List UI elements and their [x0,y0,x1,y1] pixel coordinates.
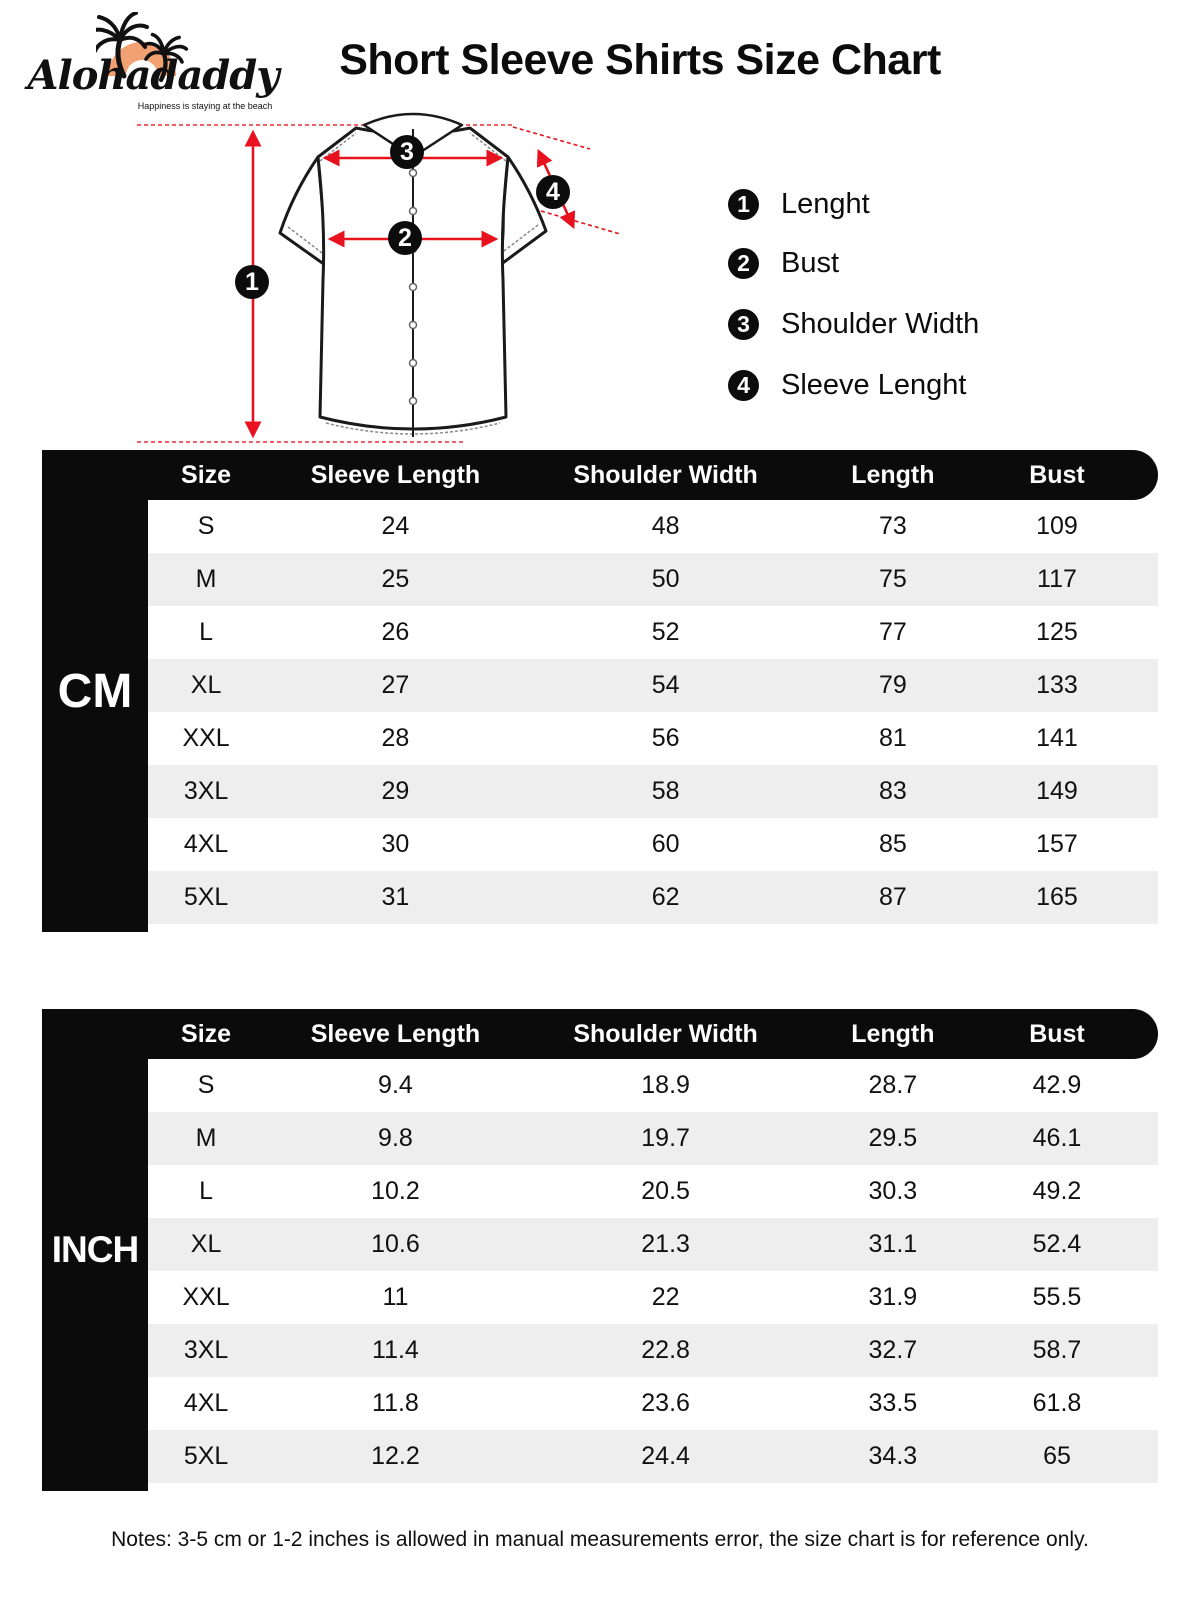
shirt-diagram [130,95,630,455]
column-header: Bust [1029,460,1085,489]
value-cell: 12.2 [371,1442,420,1470]
value-cell: 87 [878,883,907,911]
column-header: Bust [1029,1019,1085,1048]
brand-tagline: Happiness is staying at the beach [137,101,273,111]
value-cell: 56 [651,724,680,752]
value-cell: 29 [381,777,410,805]
column-header: Shoulder Width [573,1019,758,1048]
value-cell: 58 [651,777,680,805]
value-cell: 31.9 [868,1283,918,1311]
value-cell: 117 [1037,565,1077,593]
value-cell: 52 [651,618,680,646]
value-cell: 29.5 [868,1124,918,1152]
table-row [148,1324,1158,1377]
value-cell: 141 [1036,724,1078,752]
size-cell: S [197,1071,215,1099]
value-cell: 21.3 [641,1230,690,1258]
value-cell: 28 [381,724,410,752]
table-body [148,1059,1158,1483]
size-cell: 3XL [183,1336,229,1364]
value-cell: 25 [381,565,410,593]
value-cell: 11.4 [372,1336,419,1364]
value-cell: 34.3 [868,1442,918,1470]
table-row [148,1218,1158,1271]
value-cell: 11 [382,1283,409,1311]
size-cell: 5XL [183,883,229,911]
value-cell: 61.8 [1032,1389,1082,1417]
value-cell: 48 [651,512,680,540]
value-cell: 58.7 [1032,1336,1082,1364]
value-cell: 18.9 [641,1071,690,1099]
legend-item-shoulder-width [728,308,979,340]
value-cell: 54 [651,671,680,699]
legend-label: Bust [781,246,840,279]
column-header: Shoulder Width [573,460,758,489]
value-cell: 42.9 [1032,1071,1082,1099]
size-cell: XXL [182,724,230,752]
legend-item-bust [728,247,839,279]
size-cell: XL [190,671,222,699]
legend-label: Lenght [781,187,870,220]
unit-bar [42,450,148,932]
value-cell: 125 [1036,618,1078,646]
column-header: Length [851,460,935,489]
value-cell: 24 [381,512,410,540]
legend-item-length [728,188,870,220]
legend-label: Sleeve Lenght [781,368,967,401]
table-row [148,659,1158,712]
table-row [148,606,1158,659]
size-cell: L [199,618,214,646]
legend-label: Shoulder Width [781,307,980,340]
value-cell: 10.6 [371,1230,420,1258]
value-cell: 9.4 [378,1071,413,1099]
legend-number-badge: 2 [728,248,759,279]
value-cell: 30.3 [868,1177,918,1205]
size-cell: 4XL [183,830,229,858]
table-row [148,1059,1158,1112]
value-cell: 65 [1043,1442,1071,1470]
size-table-inch [42,1009,1158,1491]
legend-item-sleeve-length [728,369,966,401]
value-cell: 22.8 [641,1336,690,1364]
column-header: Size [181,1019,232,1048]
value-cell: 33.5 [868,1389,918,1417]
value-cell: 77 [878,618,907,646]
table-row [148,712,1158,765]
marker-bust: 2 [388,221,422,255]
value-cell: 50 [651,565,680,593]
table-row [148,1165,1158,1218]
value-cell: 27 [381,671,410,699]
table-row [148,871,1158,924]
column-header: Length [851,1019,935,1048]
value-cell: 46.1 [1032,1124,1082,1152]
value-cell: 75 [878,565,907,593]
value-cell: 22 [651,1283,680,1311]
value-cell: 165 [1036,883,1078,911]
table-row [148,1430,1158,1483]
value-cell: 31.1 [868,1230,918,1258]
value-cell: 19.7 [641,1124,690,1152]
value-cell: 49.2 [1032,1177,1082,1205]
value-cell: 31 [381,883,410,911]
brand-name: Alohadaddy [27,52,279,99]
table-row [148,1271,1158,1324]
size-cell: 3XL [183,777,229,805]
size-cell: M [195,1124,217,1152]
table-header-row [42,450,1158,500]
value-cell: 9.8 [378,1124,413,1152]
value-cell: 62 [651,883,680,911]
value-cell: 73 [878,512,907,540]
legend-number-badge: 3 [728,309,759,340]
value-cell: 28.7 [868,1071,918,1099]
size-cell: L [199,1177,214,1205]
size-cell: S [197,512,215,540]
value-cell: 81 [878,724,907,752]
value-cell: 20.5 [641,1177,690,1205]
value-cell: 149 [1036,777,1078,805]
value-cell: 55.5 [1032,1283,1082,1311]
unit-label: CM [57,664,133,718]
page-title: Short Sleeve Shirts Size Chart [339,36,941,84]
size-cell: 5XL [183,1442,229,1470]
value-cell: 23.6 [641,1389,690,1417]
value-cell: 157 [1036,830,1078,858]
value-cell: 52.4 [1032,1230,1082,1258]
table-header-row [42,1009,1158,1059]
table-row [148,818,1158,871]
value-cell: 83 [878,777,907,805]
table-row [148,1112,1158,1165]
column-header: Size [181,460,232,489]
column-header: Sleeve Length [310,460,481,489]
value-cell: 30 [381,830,410,858]
value-cell: 109 [1036,512,1078,540]
value-cell: 10.2 [371,1177,420,1205]
unit-label: INCH [51,1229,139,1270]
value-cell: 26 [381,618,410,646]
marker-shoulder-width: 3 [390,135,424,169]
value-cell: 24.4 [641,1442,690,1470]
value-cell: 85 [878,830,907,858]
column-header: Sleeve Length [310,1019,481,1048]
marker-length: 1 [235,265,269,299]
table-row [148,765,1158,818]
value-cell: 60 [651,830,680,858]
legend-number-badge: 1 [728,189,759,220]
marker-sleeve-length: 4 [536,175,570,209]
legend-number-badge: 4 [728,370,759,401]
value-cell: 32.7 [868,1336,918,1364]
table-body [148,500,1158,924]
notes-text: Notes: 3-5 cm or 1-2 inches is allowed in manual measurements error, the size chart is for reference only. [111,1528,1089,1551]
table-row [148,1377,1158,1430]
size-cell: XL [190,1230,222,1258]
size-cell: XXL [182,1283,230,1311]
value-cell: 11.8 [372,1389,419,1417]
size-cell: 4XL [183,1389,229,1417]
value-cell: 133 [1036,671,1078,699]
size-cell: M [195,565,217,593]
unit-bar [42,1009,148,1491]
value-cell: 79 [878,671,907,699]
table-row [148,553,1158,606]
size-table-cm [42,450,1158,932]
table-row [148,500,1158,553]
